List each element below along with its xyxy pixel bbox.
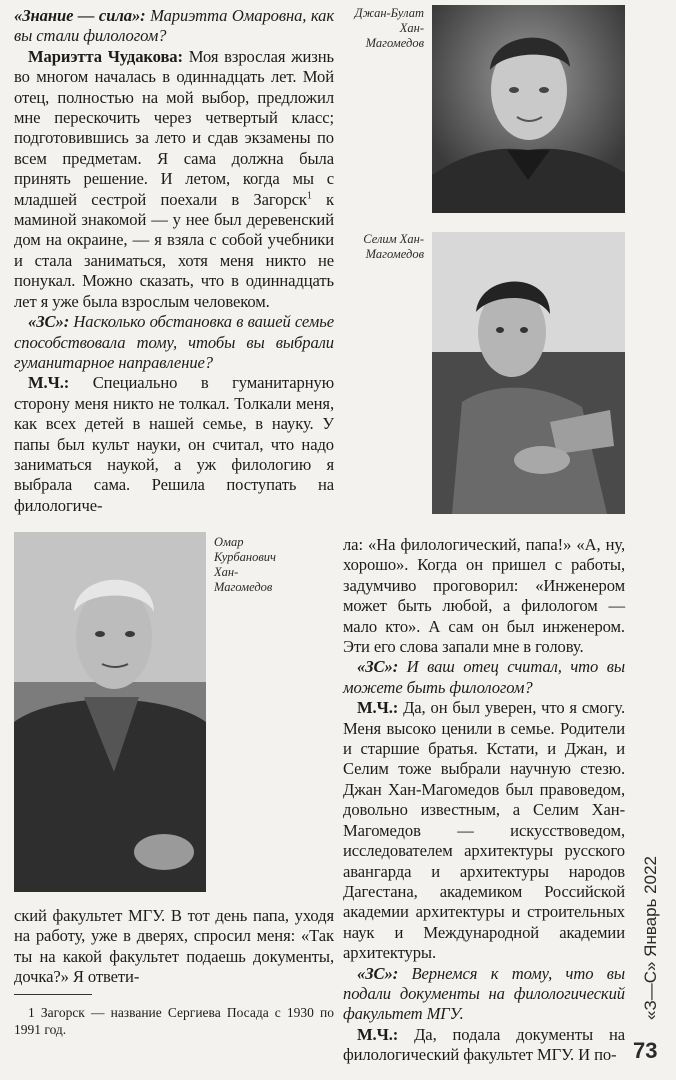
issue-vertical-label: «З—С» Январь 2022 bbox=[641, 856, 660, 1020]
photo-caption-3: Омар Курбанович Хан-Магомедов bbox=[214, 535, 277, 594]
footnote-ref: 1 bbox=[306, 190, 312, 202]
paragraph-continued: ский факультет МГУ. В тот день папа, уходя на работу, уже в дверях, спросил меня: «Так ты на какой факультет подаешь документы, дочка?» Я ответи- bbox=[14, 906, 334, 987]
speaker-label: М.Ч.: bbox=[28, 373, 70, 393]
portrait-3-icon bbox=[14, 532, 206, 892]
question-1 bbox=[14, 6, 334, 47]
question-label: «ЗС»: bbox=[357, 963, 399, 983]
footnote bbox=[14, 1004, 334, 1038]
footnote-divider bbox=[14, 994, 92, 995]
question-label: «ЗС»: bbox=[357, 657, 399, 677]
answer-text: Да, подала документы на филологический факультет МГУ. И по- bbox=[343, 1024, 625, 1065]
question-text: И ваш отец считал, что вы можете быть филологом? bbox=[343, 657, 625, 697]
question-text: Мариэтта Омаровна, как вы стали филологом? bbox=[14, 6, 334, 46]
question-4 bbox=[343, 964, 625, 1025]
portrait-photo-3 bbox=[14, 532, 206, 892]
answer-2 bbox=[14, 373, 334, 516]
portrait-photo-1 bbox=[432, 5, 625, 213]
question-text: Насколько обстановка в вашей семье способствовала тому, чтобы вы выбрали гуманитарное направление? bbox=[14, 312, 334, 372]
question-label: «ЗС»: bbox=[28, 312, 70, 332]
speaker-label: Мариэтта Чудакова: bbox=[28, 46, 183, 66]
question-3 bbox=[343, 657, 625, 698]
photo-caption-1: Джан-Булат Хан-Магомедов bbox=[354, 6, 424, 50]
question-text: Вернемся к тому, что вы подали документы на филологический факультет МГУ. bbox=[343, 963, 625, 1024]
left-column-top bbox=[14, 6, 334, 516]
speaker-label: М.Ч.: bbox=[357, 698, 399, 718]
portrait-2-icon bbox=[432, 232, 625, 514]
question-label: «Знание — сила»: bbox=[14, 6, 146, 25]
speaker-label: М.Ч.: bbox=[357, 1024, 399, 1044]
answer-1 bbox=[14, 47, 334, 312]
answer-3 bbox=[343, 698, 625, 963]
portrait-photo-2 bbox=[432, 232, 625, 514]
left-column-bottom bbox=[14, 906, 334, 988]
right-column bbox=[343, 535, 625, 1066]
footnote-mark: 1 bbox=[28, 1005, 35, 1020]
paragraph-continued: ла: «На филологический, папа!» «А, ну, хорошо». Когда он пришел с работы, задумчиво проговорил: «Инженером может быть любой, а филологом — мало кто». А сам он был инженером. Эти его слова запали мне в голову. bbox=[343, 535, 625, 657]
answer-4 bbox=[343, 1025, 625, 1066]
question-2 bbox=[14, 312, 334, 373]
portrait-1-icon bbox=[432, 5, 625, 213]
page-number: 73 bbox=[633, 1038, 658, 1063]
answer-text: Моя взрослая жизнь во многом началась в одиннадцать лет. Мой отец, полностью на мой выбор, предложил мне перескочить через четвертый класс; подготовившись за лето и сдав экзамены по всем предметам. Я сама должна была принять решение. И летом, когда мы с младшей сестрой поехали в Загорск bbox=[14, 46, 335, 209]
photo-caption-2: Селим Хан-Магомедов bbox=[363, 232, 424, 261]
footnote-text: Загорск — название Сергиева Посада с 1930 по 1991 год. bbox=[14, 1005, 334, 1037]
answer-text: Да, он был уверен, что я смогу. Меня высоко ценили в семье. Родители и старшие братья. Кстати, и Джан, и Селим тоже выбрали научную стезю. Джан Хан-Магомедов был правоведом, довольно известным, а Селим Хан-Магомедов — искусствоведом, исследователем архитектуры русского авангарда и архитектуры народов Дагестана, академиком Российской академии архитектуры и строительных наук и Международной академии архитектуры. bbox=[343, 698, 625, 963]
answer-text-cont: к маминой знакомой — у нее был деревенский дом на окраине, — я взяла с собой учебники и стала заниматься, хотя меня никто не понукал. Можно сказать, что в одиннадцать лет я уже была взрослым человеком. bbox=[14, 189, 334, 311]
answer-text: Специально в гуманитарную сторону меня никто не толкал. Толкали меня, как всех детей в нашей семье, в науку. У папы был культ науки, он считал, что надо заниматься наукой, а уж филологию я выбрала сама. Решила поступать на филологиче- bbox=[14, 373, 334, 515]
